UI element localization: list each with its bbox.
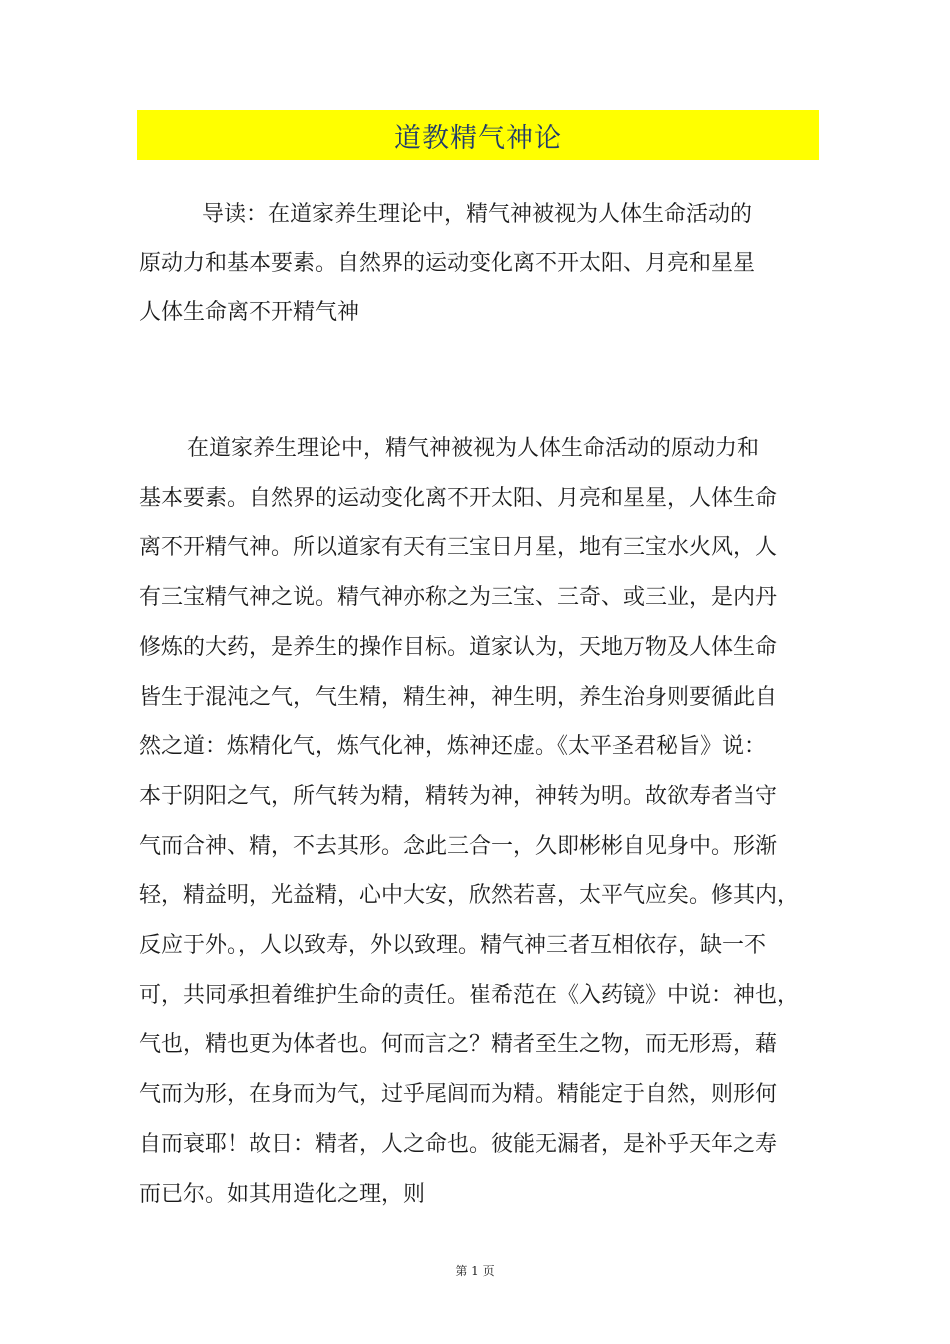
body-line: 修炼的大药，是养生的操作目标。道家认为，天地万物及人体生命	[139, 634, 778, 660]
body-line: 自而衰耶！故日：精者，人之命也。彼能无漏者，是补乎天年之寿	[139, 1131, 778, 1157]
body-paragraph	[139, 424, 829, 1219]
body-line: 皆生于混沌之气，气生精，精生神，神生明，养生治身则要循此自	[139, 684, 778, 710]
body-line: 离不开精气神。所以道家有天有三宝日月星，地有三宝水火风，人	[139, 535, 778, 561]
intro-line: 原动力和基本要素。自然界的运动变化离不开太阳、月亮和星星	[139, 251, 756, 276]
body-line: 气而合神、精，不去其形。念此三合一，久即彬彬自见身中。形渐	[139, 833, 778, 859]
intro-line: 导读：在道家养生理论中，精气神被视为人体生命活动的	[202, 202, 753, 227]
body-line: 可，共同承担着维护生命的责任。崔希范在《入药镜》中说：神也，	[139, 982, 800, 1008]
body-line: 反应于外。，人以致寿，外以致理。精气神三者互相依存，缺一不	[139, 933, 767, 959]
title-highlight	[137, 110, 819, 160]
body-line: 然之道：炼精化气，炼气化神，炼神还虚。《太平圣君秘旨》说：	[139, 734, 767, 760]
body-line: 气也，精也更为体者也。何而言之？精者至生之物，而无形焉，藉	[139, 1032, 778, 1058]
body-line: 有三宝精气神之说。精气神亦称之为三宝、三奇、或三业，是内丹	[139, 585, 778, 611]
page-number: 第 1 页	[455, 1264, 495, 1278]
body-line: 气而为形，在身而为气，过乎尾闾而为精。精能定于自然，则形何	[139, 1082, 778, 1108]
intro-line: 人体生命离不开精气神	[139, 300, 360, 325]
body-line: 基本要素。自然界的运动变化离不开太阳、月亮和星星，人体生命	[139, 485, 778, 511]
body-line: 轻，精益明，光益精，心中大安，欣然若喜，太平气应矣。修其内，	[139, 883, 800, 909]
body-line: 本于阴阳之气，所气转为精，精转为神，神转为明。故欲寿者当守	[139, 783, 778, 809]
document-title: 道教精气神论	[394, 122, 562, 154]
body-line: 在道家养生理论中，精气神被视为人体生命活动的原动力和	[187, 436, 760, 461]
intro-paragraph	[139, 190, 839, 337]
body-line: 而已尔。如其用造化之理，则	[139, 1181, 426, 1207]
